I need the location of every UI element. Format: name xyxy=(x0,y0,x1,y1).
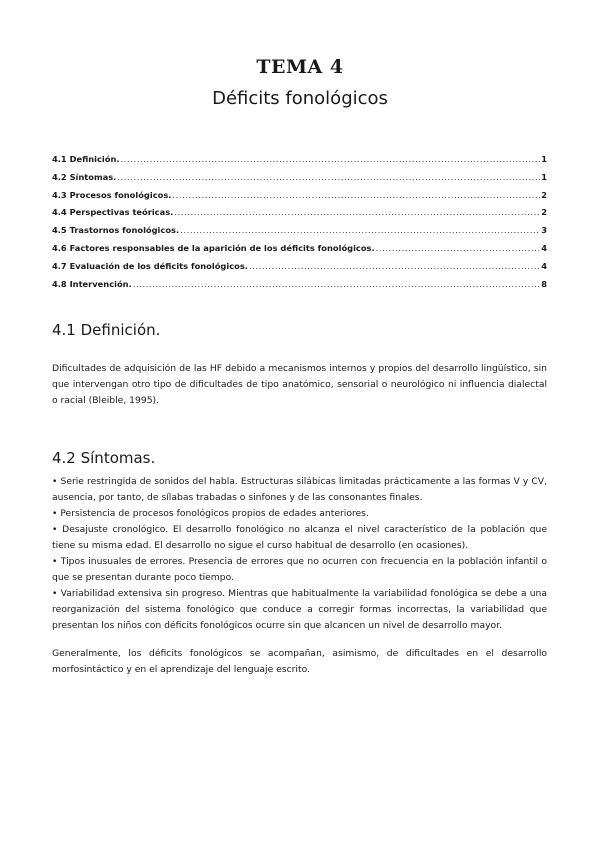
toc-leader xyxy=(121,154,541,164)
toc-label: 4.4 Perspectivas teóricas. xyxy=(52,207,174,218)
definicion-paragraph: Dificultades de adquisición de las HF debido a mecanismos internos y propios del desarrollo lingüístico, sin que intervengan otro tipo de dificultades de tipo anatómico, sensorial o neurológico ni influencia dialectal o racial (Bleible, 1995). xyxy=(52,363,547,406)
toc-page: 2 xyxy=(541,207,547,218)
table-of-contents xyxy=(52,154,547,296)
toc-entry[interactable] xyxy=(52,243,547,261)
section-heading-sintomas: 4.2 Síntomas. xyxy=(52,449,156,467)
chapter-number: TEMA 4 xyxy=(256,56,344,78)
toc-leader xyxy=(180,225,540,235)
toc-entry[interactable] xyxy=(52,190,547,208)
list-item: • Variabilidad extensiva sin progreso. Mientras que habitualmente la variabilidad fonológica se debe a una reorganización del sistema fonológico que conduce a corregir formas incorrectas, la variabilidad que presentan los niños con déficits fonológicos ocurre sin que alcancen un nivel de desarrollo mayor. xyxy=(52,586,547,634)
toc-leader xyxy=(376,243,541,253)
toc-label: 4.2 Síntomas. xyxy=(52,171,117,182)
toc-page: 4 xyxy=(541,242,547,253)
toc-entry[interactable] xyxy=(52,172,547,190)
toc-label: 4.1 Definición. xyxy=(52,154,120,164)
closing-paragraph: Generalmente, los déficits fonológicos se acompañan, asimismo, de dificultades en el desarrollo morfosintáctico y en el aprendizaje del lenguaje escrito. xyxy=(52,648,547,675)
list-item: • Serie restringida de sonidos del habla. Estructuras silábicas limitadas prácticamente a las formas V y CV, ausencia, por tanto, de sílabas trabadas o sinfones y de las consonantes finales. xyxy=(52,474,547,506)
toc-label: 4.6 Factores responsables de la aparición de los déficits fonológicos. xyxy=(52,242,375,253)
toc-page: 2 xyxy=(541,189,547,200)
list-item: • Tipos inusuales de errores. Presencia de errores que no ocurren con frecuencia en la población infantil o que se presentan durante poco tiempo. xyxy=(52,554,547,586)
toc-leader xyxy=(174,207,540,217)
toc-page: 3 xyxy=(541,225,547,236)
toc-label: 4.8 Intervención. xyxy=(52,278,132,289)
chapter-title: Déficits fonológicos xyxy=(212,88,388,109)
toc-leader xyxy=(117,172,540,182)
toc-label: 4.5 Trastornos fonológicos. xyxy=(52,225,180,236)
toc-page: 4 xyxy=(541,260,547,271)
toc-leader xyxy=(249,261,540,271)
sintomas-list xyxy=(52,474,547,634)
toc-leader xyxy=(172,190,540,200)
toc-label: 4.3 Procesos fonológicos. xyxy=(52,189,172,200)
toc-leader xyxy=(133,279,540,289)
toc-page: 1 xyxy=(541,171,547,182)
toc-page: 1 xyxy=(541,154,547,164)
section-heading-definicion: 4.1 Definición. xyxy=(52,321,161,339)
toc-label: 4.7 Evaluación de los déficits fonológicos. xyxy=(52,260,248,271)
list-item: • Persistencia de procesos fonológicos propios de edades anteriores. xyxy=(52,506,547,522)
toc-page: 8 xyxy=(541,278,547,289)
toc-entry[interactable] xyxy=(52,261,547,279)
toc-entry[interactable] xyxy=(52,207,547,225)
list-item: • Desajuste cronológico. El desarrollo fonológico no alcanza el nivel característico de la población que tiene su misma edad. El desarrollo no sigue el curso habitual de desarrollo (en ocasiones). xyxy=(52,522,547,554)
toc-entry[interactable] xyxy=(52,279,547,297)
toc-entry[interactable] xyxy=(52,154,547,172)
toc-entry[interactable] xyxy=(52,225,547,243)
